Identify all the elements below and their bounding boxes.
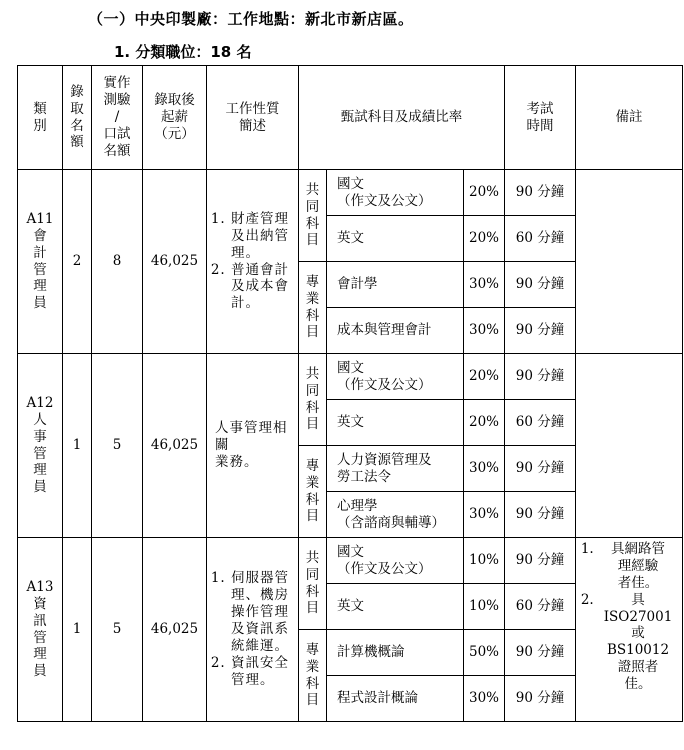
subject-name-cell: 心理學 （含諮商與輔導） — [327, 492, 464, 538]
remark-item: 2. 具 ISO27001 或 BS10012 證照者 佳。 — [598, 592, 678, 693]
position-count-heading: 1. 分類職位：18 名 — [114, 43, 252, 61]
remarks-list — [582, 541, 678, 693]
header-salary: 錄取後 起薪 （元） — [143, 66, 207, 170]
score-ratio-cell: 10% — [464, 538, 505, 584]
score-ratio-cell: 30% — [464, 308, 505, 354]
hire-quota-cell: 2 — [63, 170, 92, 354]
job-description-item: 2. 資訊安全 管理。 — [231, 655, 294, 689]
hire-quota-cell: 1 — [63, 538, 92, 722]
score-ratio-cell: 30% — [464, 492, 505, 538]
score-ratio-cell: 20% — [464, 216, 505, 262]
header-exam-time: 考試 時間 — [505, 66, 576, 170]
score-ratio-cell: 30% — [464, 676, 505, 722]
category-cell: A12 人 事 管 理 員 — [18, 354, 63, 538]
subject-name-cell: 程式設計概論 — [327, 676, 464, 722]
remark-item: 1. 具網路管 理經驗 者佳。 — [598, 541, 678, 592]
test-quota-cell: 5 — [92, 538, 143, 722]
exam-time-cell: 60 分鐘 — [505, 400, 576, 446]
section-heading: （一）中央印製廠：工作地點：新北市新店區。 — [88, 10, 414, 28]
subject-name-cell: 人力資源管理及 勞工法令 — [327, 446, 464, 492]
specialty-subjects-label: 專 業 科 目 — [299, 446, 327, 538]
subject-name-cell: 成本與管理會計 — [327, 308, 464, 354]
header-job-description: 工作性質 簡述 — [207, 66, 299, 170]
remarks-cell — [576, 538, 683, 722]
exam-time-cell: 90 分鐘 — [505, 354, 576, 400]
header-subjects: 甄試科目及成績比率 — [299, 66, 505, 170]
specialty-subjects-label: 專 業 科 目 — [299, 262, 327, 354]
job-description-cell — [207, 170, 299, 354]
subject-name-cell: 國文 （作文及公文） — [327, 170, 464, 216]
score-ratio-cell: 50% — [464, 630, 505, 676]
job-description-list — [213, 570, 294, 688]
exam-time-cell: 90 分鐘 — [505, 492, 576, 538]
job-description-item: 2. 普通會計 及成本會 計。 — [231, 262, 294, 313]
job-description-item: 1. 伺服器管 理、機房 操作管理 及資訊系 統維運。 — [231, 570, 294, 654]
subject-name-cell: 國文 （作文及公文） — [327, 354, 464, 400]
exam-time-cell: 90 分鐘 — [505, 538, 576, 584]
exam-time-cell: 60 分鐘 — [505, 584, 576, 630]
salary-cell: 46,025 — [143, 170, 207, 354]
header-test-quota: 實作 測驗 / 口試 名額 — [92, 66, 143, 170]
job-description-cell — [207, 538, 299, 722]
table-row — [18, 354, 683, 400]
remarks-cell — [576, 170, 683, 354]
test-quota-cell: 8 — [92, 170, 143, 354]
subject-name-cell: 會計學 — [327, 262, 464, 308]
header-row — [18, 66, 683, 170]
table-row — [18, 538, 683, 584]
exam-time-cell: 90 分鐘 — [505, 262, 576, 308]
salary-cell: 46,025 — [143, 538, 207, 722]
remarks-cell — [576, 354, 683, 538]
exam-time-cell: 90 分鐘 — [505, 170, 576, 216]
category-cell: A13 資 訊 管 理 員 — [18, 538, 63, 722]
job-description-list — [213, 211, 294, 312]
common-subjects-label: 共 同 科 目 — [299, 354, 327, 446]
header-remarks: 備註 — [576, 66, 683, 170]
hire-quota-cell: 1 — [63, 354, 92, 538]
score-ratio-cell: 20% — [464, 400, 505, 446]
exam-time-cell: 90 分鐘 — [505, 676, 576, 722]
exam-time-cell: 90 分鐘 — [505, 630, 576, 676]
score-ratio-cell: 20% — [464, 354, 505, 400]
job-description-item: 1. 財產管理 及出納管 理。 — [231, 211, 294, 262]
common-subjects-label: 共 同 科 目 — [299, 538, 327, 630]
score-ratio-cell: 20% — [464, 170, 505, 216]
exam-time-cell: 90 分鐘 — [505, 308, 576, 354]
category-cell: A11 會 計 管 理 員 — [18, 170, 63, 354]
subject-name-cell: 國文 （作文及公文） — [327, 538, 464, 584]
exam-time-cell: 90 分鐘 — [505, 446, 576, 492]
common-subjects-label: 共 同 科 目 — [299, 170, 327, 262]
specialty-subjects-label: 專 業 科 目 — [299, 630, 327, 722]
salary-cell: 46,025 — [143, 354, 207, 538]
job-description-cell: 人事管理相關 業務。 — [207, 354, 299, 538]
subject-name-cell: 英文 — [327, 216, 464, 262]
subject-name-cell: 英文 — [327, 400, 464, 446]
table-row — [18, 170, 683, 216]
subject-name-cell: 英文 — [327, 584, 464, 630]
exam-time-cell: 60 分鐘 — [505, 216, 576, 262]
score-ratio-cell: 10% — [464, 584, 505, 630]
subject-name-cell: 計算機概論 — [327, 630, 464, 676]
header-hire-quota: 錄 取 名 額 — [63, 66, 92, 170]
recruitment-table — [17, 65, 683, 722]
score-ratio-cell: 30% — [464, 446, 505, 492]
score-ratio-cell: 30% — [464, 262, 505, 308]
header-category: 類 別 — [18, 66, 63, 170]
test-quota-cell: 5 — [92, 354, 143, 538]
